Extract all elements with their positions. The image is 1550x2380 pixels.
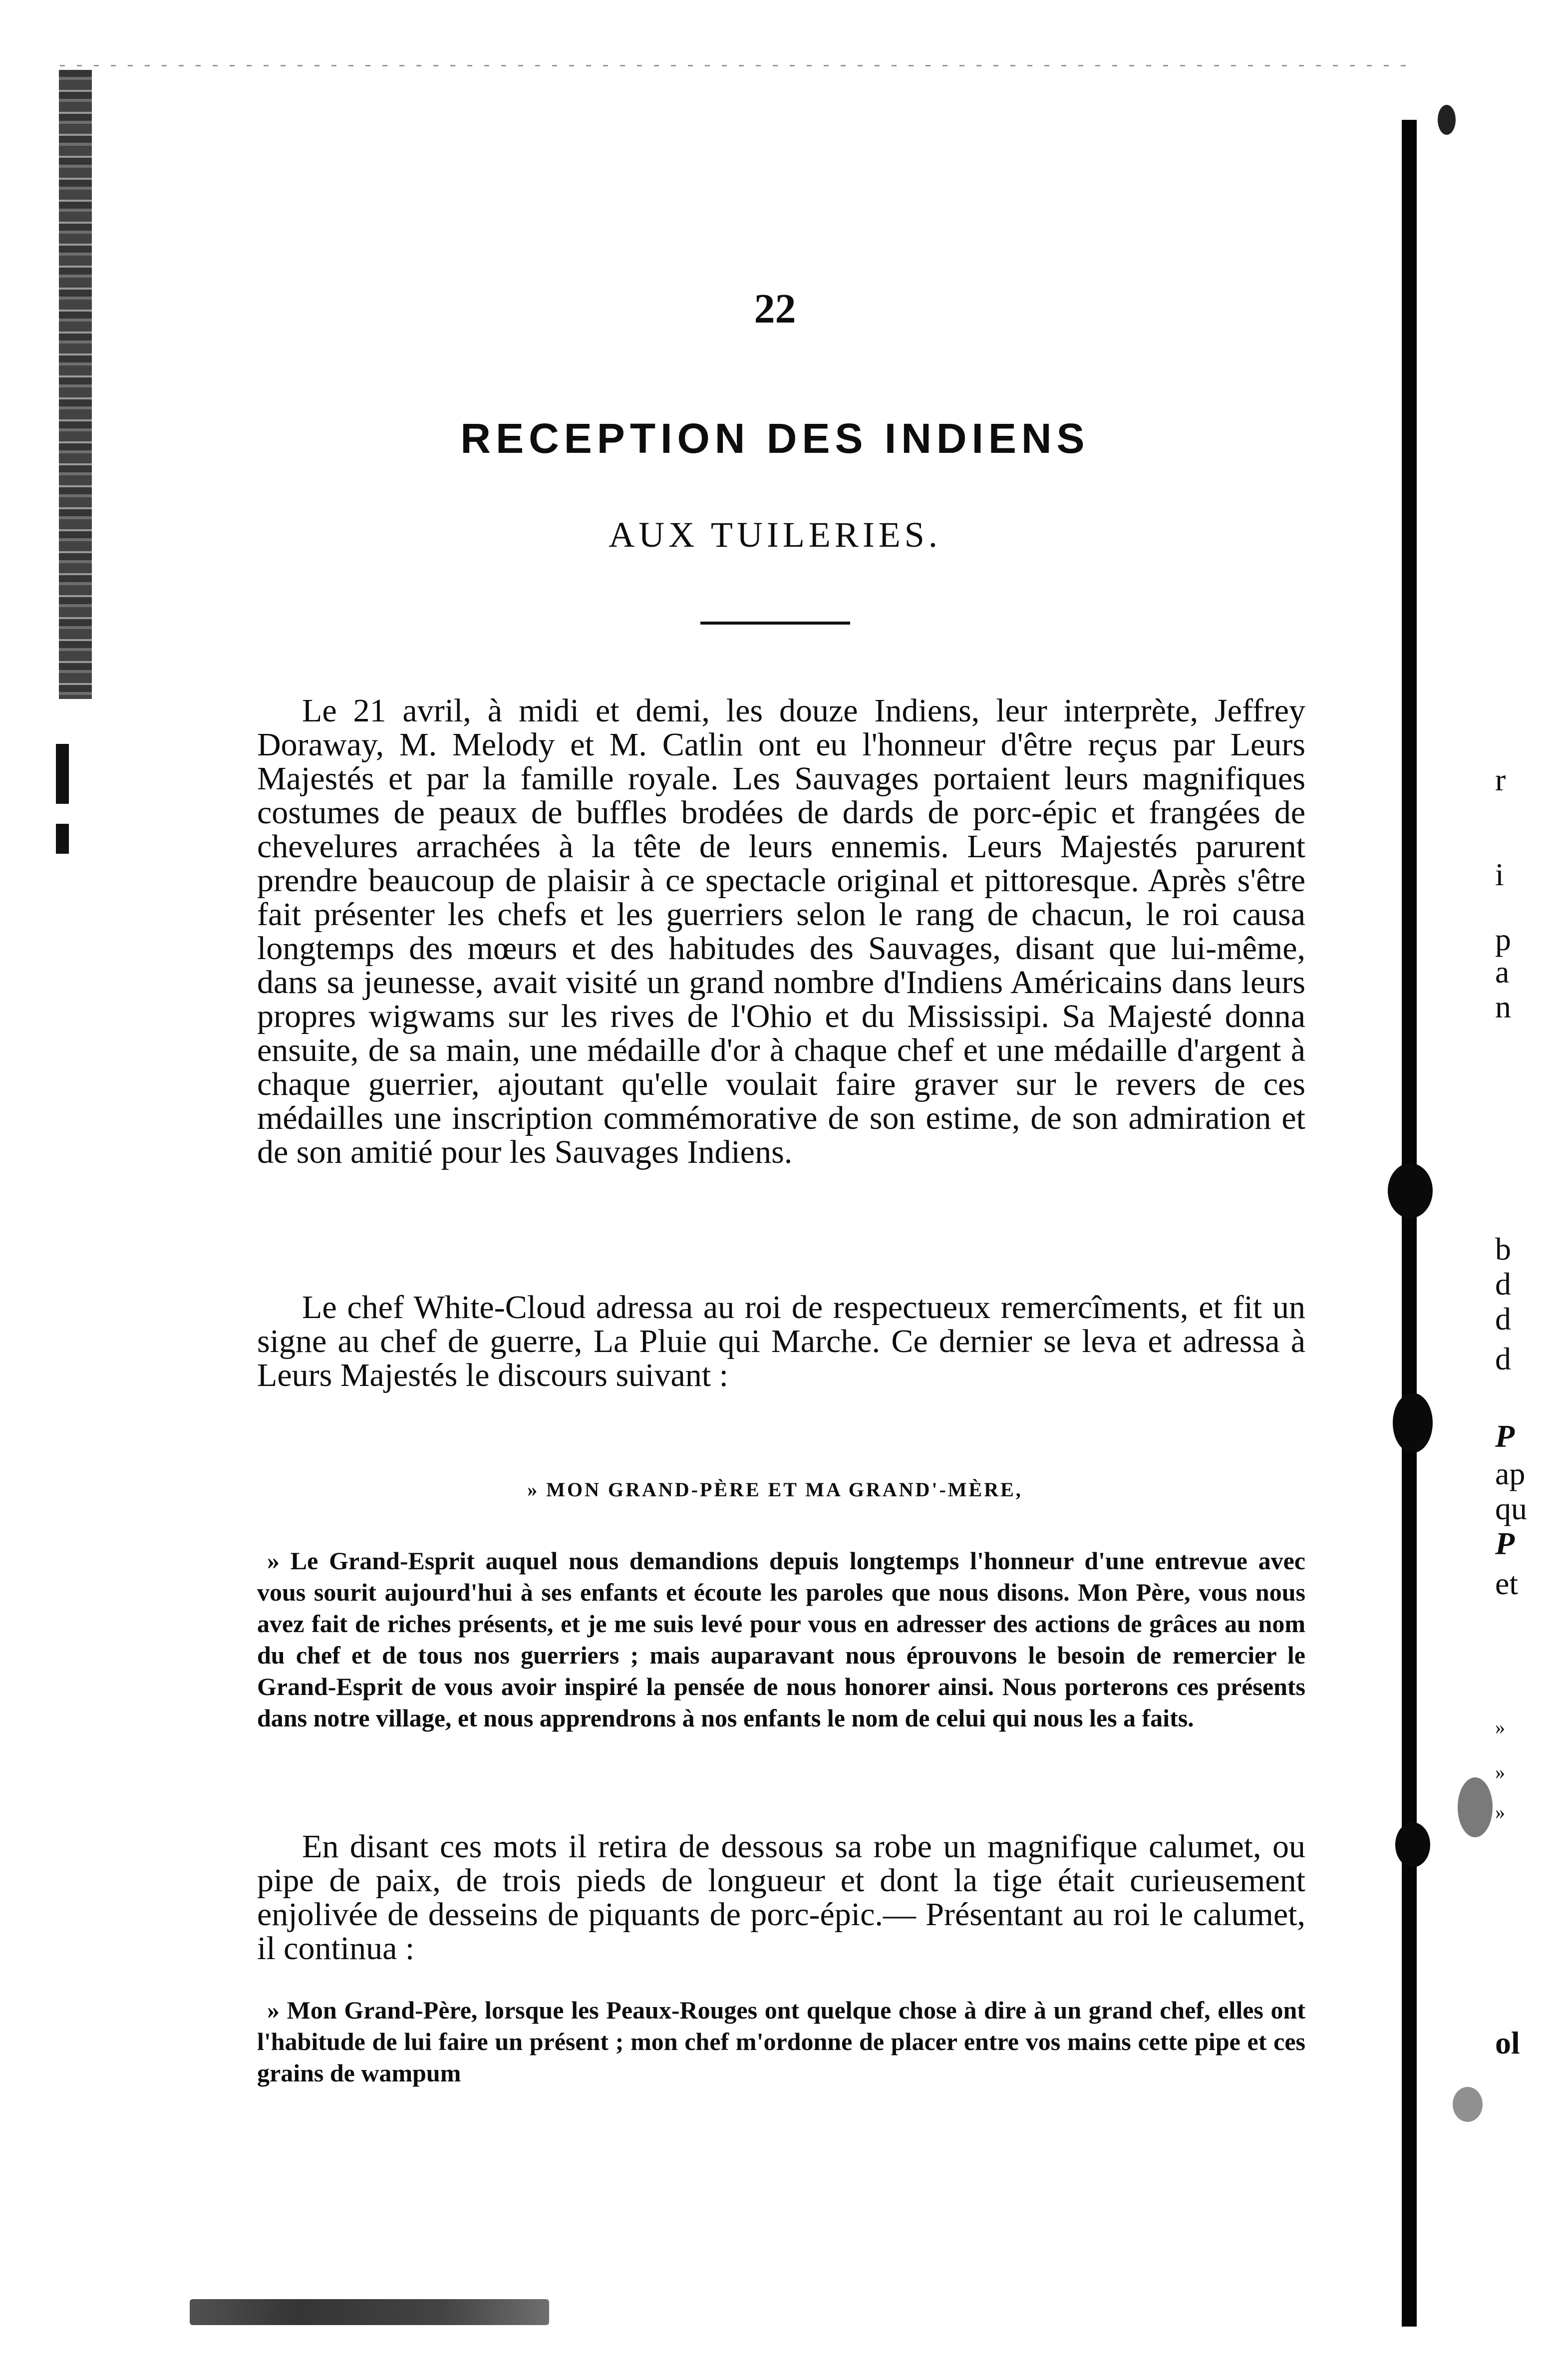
margin-letter: » <box>1495 1801 1505 1823</box>
margin-letter: ap <box>1495 1456 1526 1491</box>
margin-letter: d <box>1495 1301 1511 1337</box>
left-binding-edge <box>59 70 92 699</box>
left-edge-mark <box>56 744 69 804</box>
page-number: 22 <box>754 286 796 332</box>
margin-letter: i <box>1495 857 1504 892</box>
paragraph-2: Le chef White-Cloud adressa au roi de respectueux remercîments, et fit un signe au chef de guerre, La Pluie qui Marche. Ce dernier se leva et adressa à Leurs Majestés le discours suivant : <box>257 1289 1305 1393</box>
margin-letter: » <box>1495 1716 1505 1738</box>
margin-letter: d <box>1495 1341 1511 1376</box>
speech-paragraph-2: » Mon Grand-Père, lorsque les Peaux-Rouges ont quelque chose à dire à un grand chef, elles ont l'habitude de lui faire un présent ; mon chef m'ordonne de placer entre vos mains cette pipe et ces grains de wampum <box>257 1996 1305 2087</box>
margin-letter: P <box>1495 1418 1515 1454</box>
paragraph-1: Le 21 avril, à midi et demi, les douze Indiens, leur interprète, Jeffrey Doraway, M. Melody et M. Catlin ont eu l'honneur d'être reçus par Leurs Majestés et par la famille royale. Les Sauvages portaient leurs magnifiques costumes de peaux de buffles brodées de dards de porc-épic et frangées de chevelures arrachées à la tête de leurs ennemis. Leurs Majestés parurent prendre beaucoup de plaisir à ce spectacle original et pittoresque. Après s'être fait présenter les chefs et les guerriers selon le rang de chacun, le roi causa longtemps des mœurs et des habitudes des Sauvages, disant que lui-même, dans sa jeunesse, avait visité un grand nombre d'Indiens Américains dans leurs propres wigwams sur les rives de l'Ohio et du Mississipi. Sa Majesté donna ensuite, de sa main, une médaille d'or à chaque chef et une médaille d'argent à chaque guerrier, ajoutant qu'elle voulait faire graver sur le revers de ces médailles une inscription commémorative de son estime, de son admiration et de son amitié pour les Sauvages Indiens. <box>257 692 1305 1170</box>
margin-letter: a <box>1495 954 1510 990</box>
title-divider <box>700 622 850 625</box>
margin-letter: P <box>1495 1526 1515 1561</box>
bottom-ink-smudge <box>190 2299 549 2325</box>
left-edge-mark <box>56 824 69 854</box>
ink-fleck <box>1453 2087 1483 2122</box>
margin-letter: d <box>1495 1266 1511 1302</box>
ink-fleck <box>1438 105 1456 135</box>
margin-letter: » <box>1495 1761 1505 1783</box>
margin-letter: qu <box>1495 1491 1527 1526</box>
spine-blot <box>1388 1163 1433 1218</box>
page-subtitle: AUX TUILERIES. <box>609 515 941 555</box>
spine-blot <box>1395 1822 1430 1867</box>
margin-letter: et <box>1495 1566 1519 1601</box>
speech-heading: » MON GRAND-PÈRE ET MA GRAND'-MÈRE, <box>527 1478 1023 1501</box>
margin-letter: r <box>1495 762 1506 797</box>
margin-letter: b <box>1495 1231 1511 1267</box>
speech-paragraph-1: » Le Grand-Esprit auquel nous demandions depuis longtemps l'honneur d'une entrevue avec vous sourit aujourd'hui à ses enfants et écoute les paroles que nous disons. Mon Père, vous nous avez fait de riches présents, et je me suis levé pour vous en adresser des actions de grâces au nom du chef et de tous nos guerriers ; mais auparavant nous éprouvons le besoin de remercier le Grand-Esprit de vous avoir inspiré la pensée de nous honorer ainsi. Nous porterons ces présents dans notre village, et nous apprendrons à nos enfants le nom de celui qui nous les a faits. <box>257 1547 1305 1732</box>
page-title: RECEPTION DES INDIENS <box>460 415 1090 462</box>
margin-letter: p <box>1495 922 1511 957</box>
margin-letter: ol <box>1495 2025 1520 2060</box>
paragraph-3: En disant ces mots il retira de dessous sa robe un magnifique calumet, ou pipe de paix, de trois pieds de longueur et dont la tige était curieusement enjolivée de desseins de piquants de porc-épic.— Présentant au roi le calumet, il continua : <box>257 1828 1305 1967</box>
spine-blot <box>1393 1393 1433 1453</box>
ink-fleck <box>1458 1777 1493 1837</box>
page-top-edge <box>60 65 1408 66</box>
margin-letter: n <box>1495 989 1511 1024</box>
